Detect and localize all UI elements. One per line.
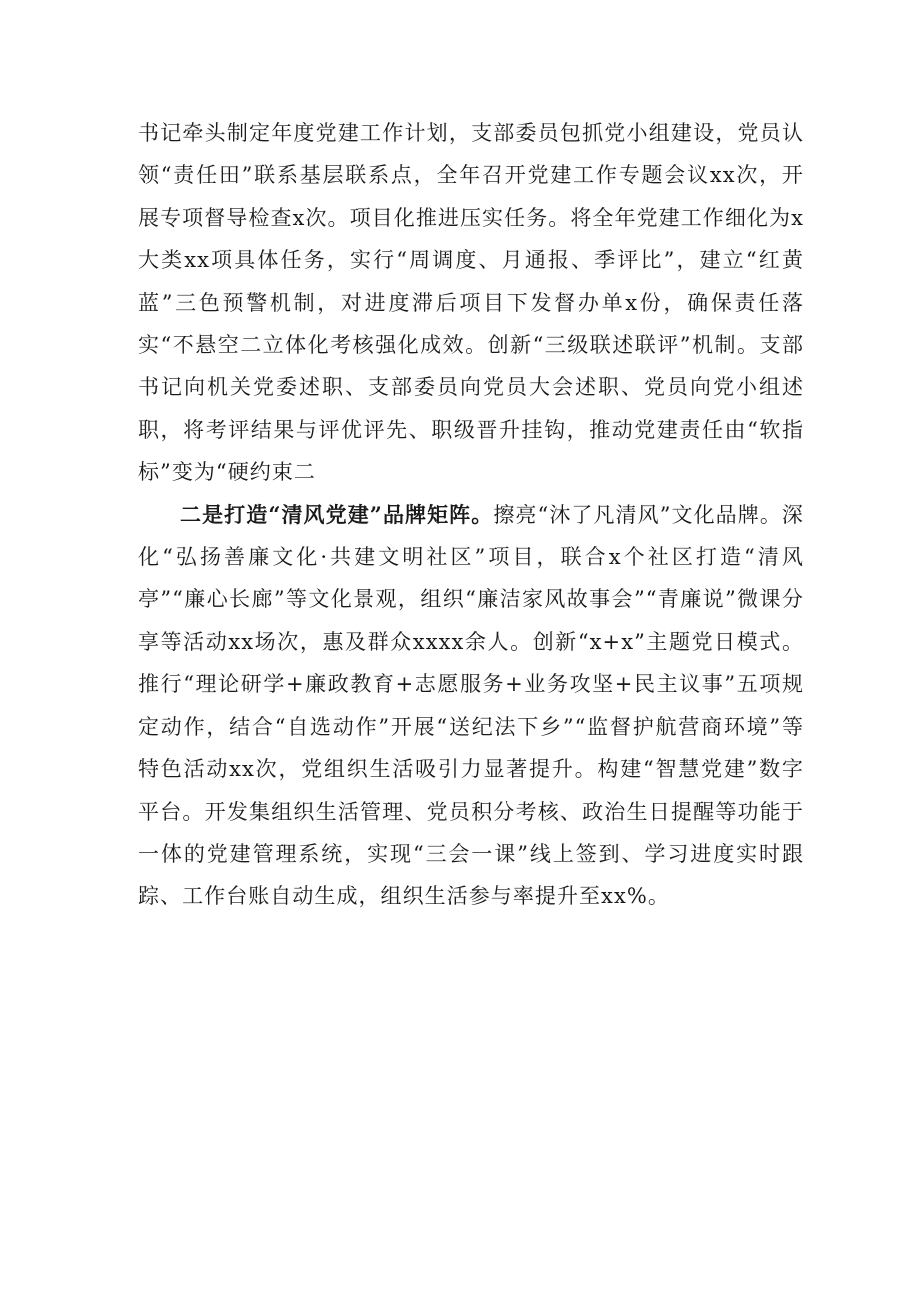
paragraph-2-lead: 二是打造“清风党建”品牌矩阵。: [180, 501, 494, 527]
paragraph-1-text: 书记牵头制定年度党建工作计划，支部委员包抓党小组建设，党员认领“责任田”联系基层联系点，全年召开党建工作专题会议xx次，开展专项督导检查x次。项目化推进压实任务。将全年党建工作细化为x大类xx项具体任务，实行“周调度、月通报、季评比”，建立“红黄蓝”三色预警机制，对进度滞后项目下发督办单x份，确保责任落实“不悬空二立体化考核强化成效。创新“三级联述联评”机制。支部书记向机关党委述职、支部委员向党员大会述职、党员向党小组述职，将考评结果与评优评先、职级晋升挂钩，推动党建责任由“软指标”变为“硬约束二: [138, 121, 804, 485]
document-body: [138, 112, 804, 918]
paragraph-2: [138, 494, 804, 918]
paragraph-2-text: 擦亮“沐了凡清风”文化品牌。深化“弘扬善廉文化·共建文明社区”项目，联合x个社区打造“清风亭”“廉心长廊”等文化景观，组织“廉洁家风故事会”“青廉说”微课分享等活动xx场次，惠及群众xxxx余人。创新“x+x”主题党日模式。推行“理论研学+廉政教育+志愿服务+业务攻坚+民主议事”五项规定动作，结合“自选动作”开展“送纪法下乡”“监督护航营商环境”等特色活动xx次，党组织生活吸引力显著提升。构建“智慧党建”数字平台。开发集组织生活管理、党员积分考核、政治生日提醒等功能于一体的党建管理系统，实现“三会一课”线上签到、学习进度实时跟踪、工作台账自动生成，组织生活参与率提升至xx%。: [138, 502, 804, 909]
paragraph-1: [138, 112, 804, 494]
